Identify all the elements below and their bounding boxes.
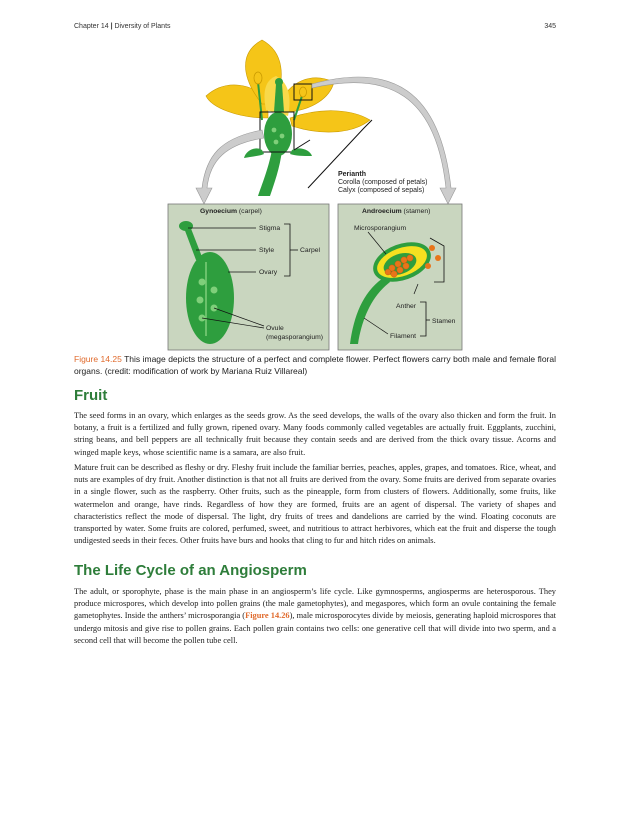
label-microsporangium: Microsporangium [354,225,407,232]
gynoecium-subtitle: (carpel) [237,208,262,215]
fruit-paragraph-1: The seed forms in an ovary, which enlarges as the seeds grow. As the seed develops, the walls of the ovary also thicken and form the fruit. In botany, a fruit is a fertilized and fully grown, ripened ovary. Many foods commonly called vegetables are actually fruit. Eggplants, zucchini, string beans, and bell peppers are all technically fruit because they contain seeds and are derived from the thick ovary tissue. Acorns and winged maple keys, whose scientific name is a samara, are also fruit. [74,411,556,457]
section-heading-life-cycle: The Life Cycle of an Angiosperm [74,562,307,579]
androecium-panel [338,204,462,350]
chapter-label: Chapter 14 [74,23,109,30]
flower-structure-figure [0,0,630,352]
fruit-paragraph-2: Mature fruit can be described as fleshy or dry. Fleshy fruit include the familiar berries, peaches, apples, grapes, and tomatoes. Rice, wheat, and nuts are examples of dry fruit. Another distinction is that not all fruits are derived from the ovary. Some fruits are derived from separate ovaries in a single flower, such as the raspberry. Other fruits, such as the pineapple, form from clusters of flowers. Additionally, some fruits, like watermelon and orange, have rinds. Regardless of how they are formed, fruits are an agent of dispersal. The variety of shapes and characteristics reflect the mode of dispersal. The light, dry fruits of trees and dandelions are carried by the wind. Floating coconuts are transported by water. Some fruits are colored, perfumed, sweet, and nutritious to attract herbivores, which eat the fruit and disperse the tough undigested seeds in their feces. Other fruits have burs and hooks that cling to fur and hitch rides on animals. [74,463,556,546]
svg-text:Gynoecium (carpel) [200,208,262,215]
label-ovary: Ovary [259,269,278,276]
page-number: 345 [544,23,556,30]
svg-text:Androecium (stamen) [362,208,430,215]
figure-reference-link[interactable]: Figure 14.26 [245,611,290,621]
perianth-corolla: Corolla (composed of petals) [338,179,428,186]
perianth-title: Perianth [338,171,367,178]
label-carpel: Carpel [300,247,321,254]
life-cycle-text-a: The adult, or sporophyte, phase is the main phase in an angiosperm’s life cycle. Like gymnosperms, angiosperms are heterosporous. They produce microspores, which develop into pollen grains (the male gametophytes), and megaspores, which form an ovule containing the female gametophytes. Inside the anthers’ microsporangia ( [74,587,556,621]
label-filament: Filament [390,333,417,340]
label-style: Style [259,247,275,254]
figure-caption [74,354,556,377]
label-stigma: Stigma [259,225,281,232]
label-stamen: Stamen [432,318,456,325]
header-separator: | [108,23,115,30]
androecium-subtitle: (stamen) [401,208,431,215]
life-cycle-paragraph [74,586,556,647]
section-heading-fruit: Fruit [74,387,108,404]
gynoecium-panel [168,204,329,350]
androecium-title: Androecium [362,208,402,215]
figure-label: Figure 14.25 [74,354,122,364]
chapter-title: Diversity of Plants [114,23,171,30]
label-anther: Anther [396,303,417,310]
life-cycle-text-b: ), male microsporocytes divide by meiosis, generating haploid microspores that undergo mitosis and give rise to pollen grains. Each pollen grain contains two cells: one generative cell that will divide into two sperm, and a second cell that will become the pollen tube cell. [74,611,557,645]
caption-text: This image depicts the structure of a perfect and complete flower. Perfect flowers carry both male and female floral organs. (credit: modification of work by Mariana Ruiz Villareal) [74,354,556,376]
gynoecium-title: Gynoecium [200,208,238,215]
label-megasporangium: (megasporangium) [266,334,324,341]
arrow-to-gynoecium [196,130,264,204]
perianth-calyx: Calyx (composed of sepals) [338,187,425,194]
label-ovule: Ovule [266,325,284,332]
